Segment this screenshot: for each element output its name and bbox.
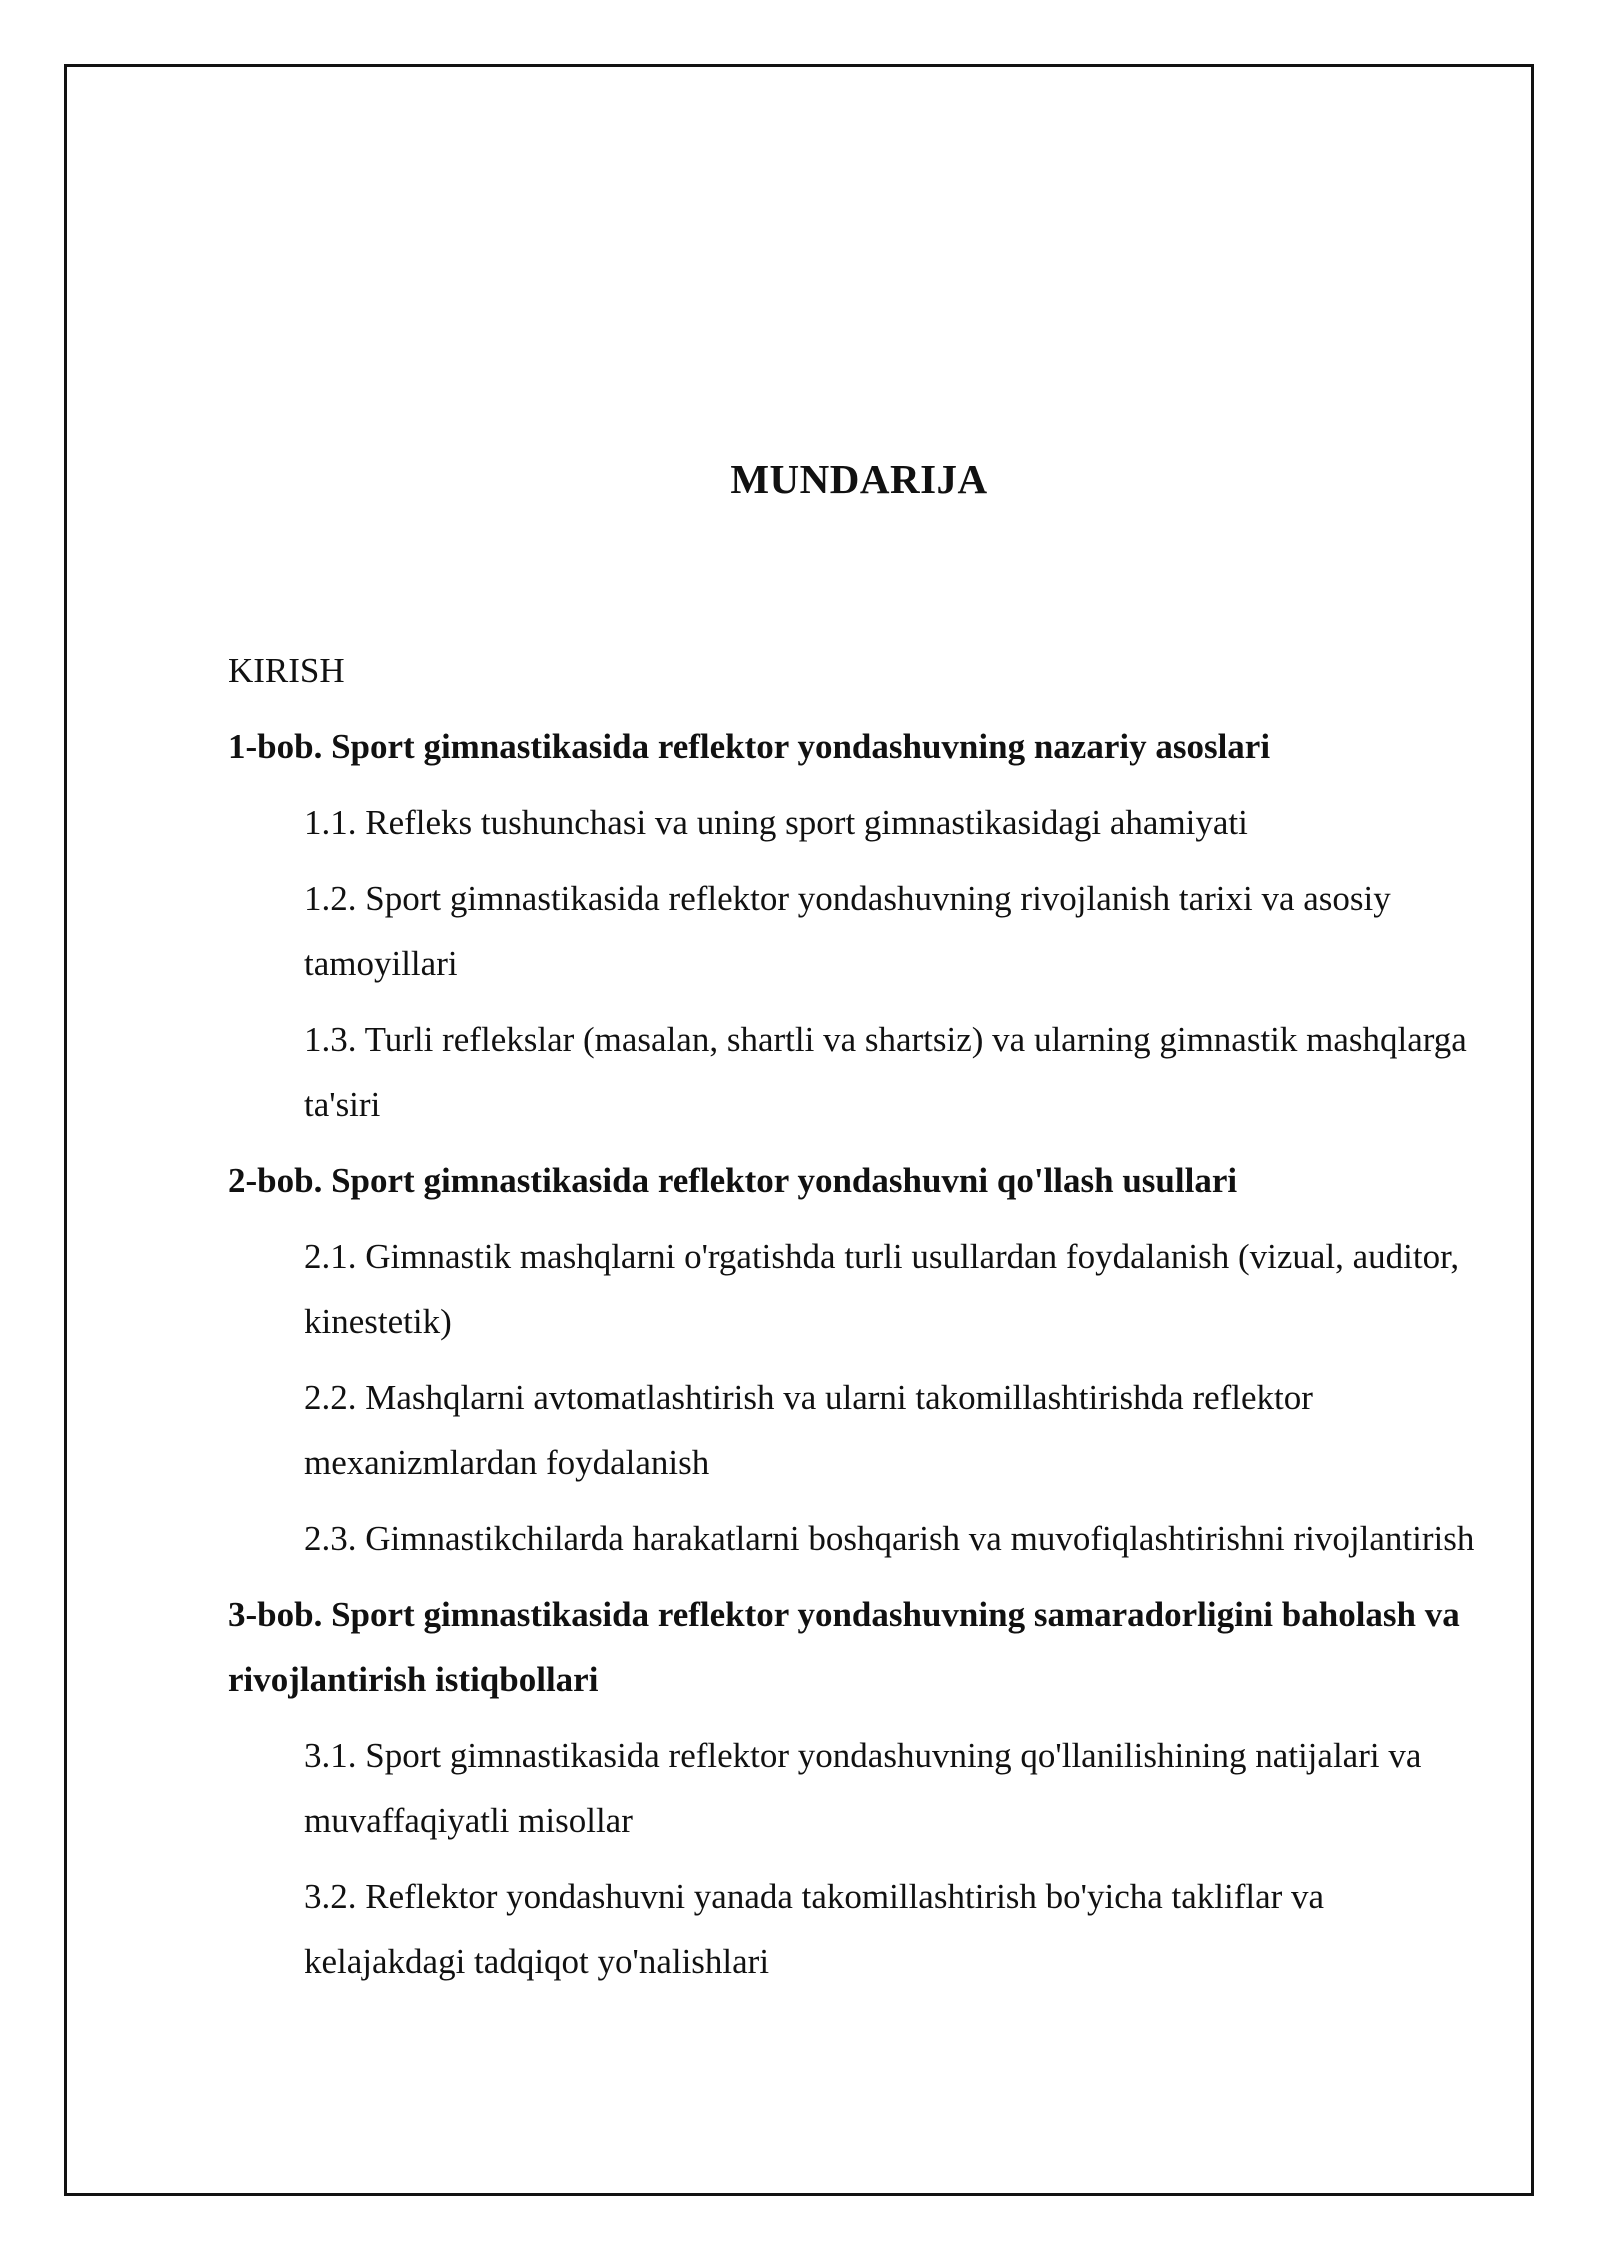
toc-section-3-2: 3.2. Reflektor yondashuvni yanada takomillashtirish bo'yicha takliflar va kelajakdagi tadqiqot yo'nalishlari bbox=[304, 1877, 1325, 1981]
table-of-contents bbox=[228, 638, 1488, 2005]
toc-section-1-3: 1.3. Turli reflekslar (masalan, shartli va shartsiz) va ularning gimnastik mashqlarga ta'siri bbox=[304, 1020, 1467, 1124]
page-title: MUNDARIJA bbox=[730, 456, 988, 502]
toc-section-3-1: 3.1. Sport gimnastikasida reflektor yondashuvning qo'llanilishining natijalari va muvaffaqiyatli misollar bbox=[304, 1736, 1422, 1840]
toc-section-2-3: 2.3. Gimnastikchilarda harakatlarni boshqarish va muvofiqlashtirishni rivojlantirish bbox=[304, 1519, 1475, 1558]
toc-chapter-1-heading: 1-bob. Sport gimnastikasida reflektor yondashuvning nazariy asoslari bbox=[228, 727, 1271, 766]
toc-section-1-1: 1.1. Refleks tushunchasi va uning sport gimnastikasidagi ahamiyati bbox=[304, 803, 1248, 842]
toc-intro: KIRISH bbox=[228, 651, 345, 690]
toc-chapter-3-heading: 3-bob. Sport gimnastikasida reflektor yondashuvning samaradorligini baholash va rivojlantirish istiqbollari bbox=[228, 1595, 1460, 1699]
toc-section-2-2: 2.2. Mashqlarni avtomatlashtirish va ularni takomillashtirishda reflektor mexanizmlardan foydalanish bbox=[304, 1378, 1313, 1482]
toc-section-1-2: 1.2. Sport gimnastikasida reflektor yondashuvning rivojlanish tarixi va asosiy tamoyillari bbox=[304, 879, 1391, 983]
toc-chapter-2-heading: 2-bob. Sport gimnastikasida reflektor yondashuvni qo'llash usullari bbox=[228, 1161, 1238, 1200]
toc-section-2-1: 2.1. Gimnastik mashqlarni o'rgatishda turli usullardan foydalanish (vizual, auditor, kinestetik) bbox=[304, 1237, 1460, 1341]
